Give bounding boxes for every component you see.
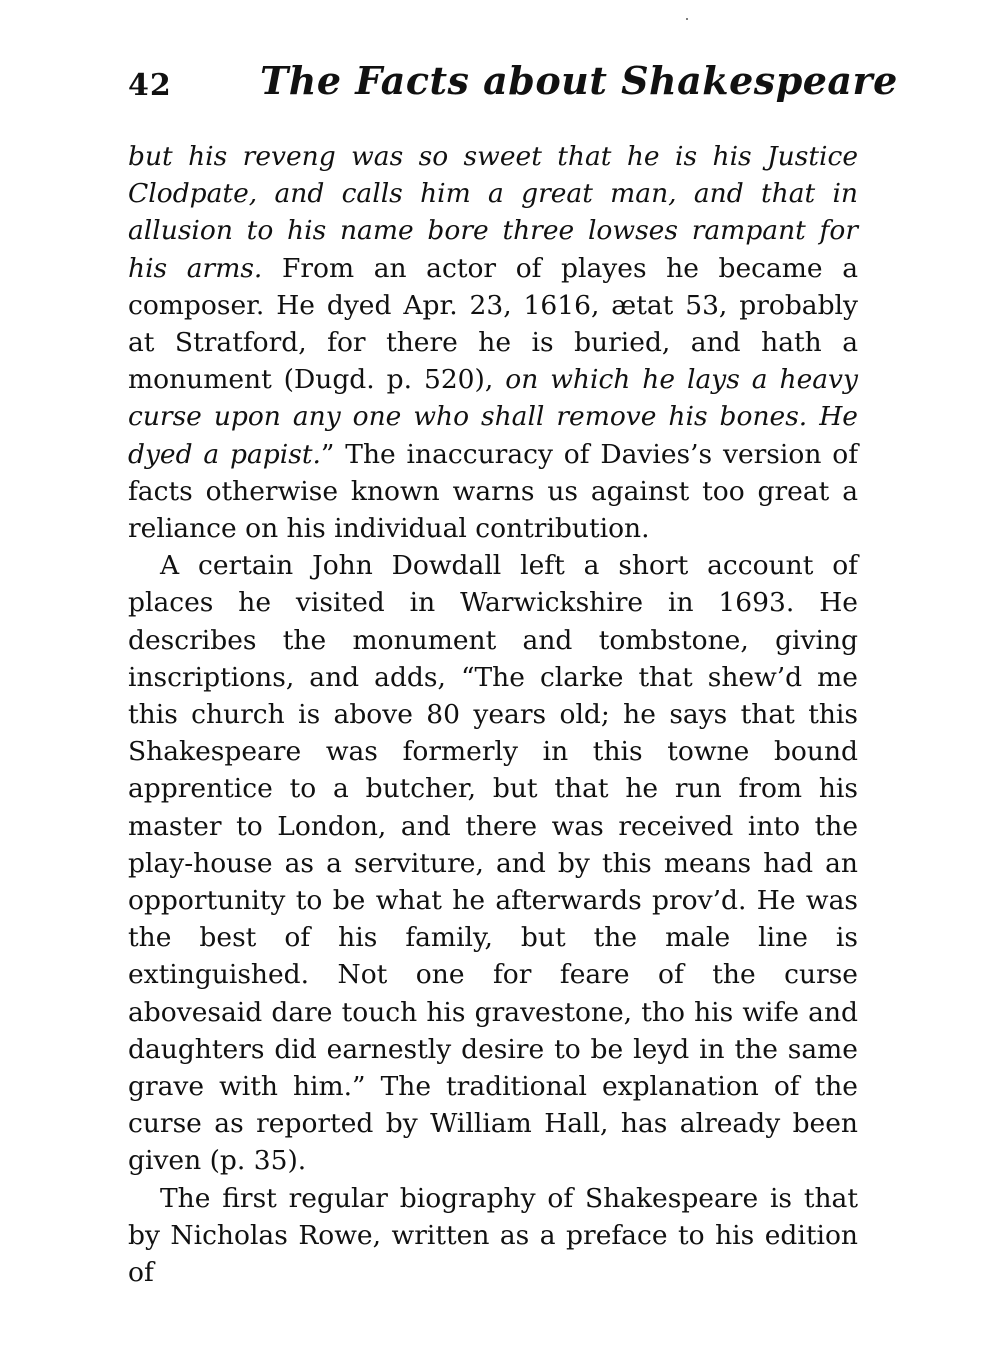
paper-speck	[686, 18, 688, 20]
quote-italic-segment: but his reveng was so sweet that he is his Justice Clodpate, and calls him a great man, and that in allusion to his name bore three lowses rampant for his arms.	[128, 141, 858, 284]
paragraph-text: The first regular biography of Shakespeare is that by Nicholas Rowe, written as a preface to his edition of	[128, 1182, 858, 1289]
body-text	[128, 138, 858, 1291]
quote-italic-segment: on which he lays a heavy curse upon any one who shall remove his bones. He dyed a papist.	[128, 364, 858, 470]
paragraph-continued	[128, 138, 858, 547]
paragraph-dowdall	[128, 547, 858, 1179]
quote-roman-segment: From an actor of playes he became a composer. He dyed Apr. 23, 1616, ætat 53, probably at Stratford, for there he is buried, and hath a monument (Dugd. p. 520),	[128, 252, 858, 396]
page-number: 42	[128, 68, 172, 103]
commentary-segment: ” The inaccuracy of Davies’s version of facts otherwise known warns us against too great a reliance on his individual contribution.	[128, 438, 858, 545]
running-title: The Facts about Shakespeare	[260, 58, 898, 103]
paragraph-text: A certain John Dowdall left a short account of places he visited in Warwickshire in 1693. He describes the monument and tombstone, giving inscriptions, and adds, “The clarke that shew’d me this church is above 80 years old; he says that this Shakespeare was formerly in this towne bound apprentice to a butcher, but that he run from his master to London, and there was received into the play-house as a serviture, and by this means had an opportunity to be what he afterwards prov’d. He was the best of his family, but the male line is extinguished. Not one for feare of the curse abovesaid dare touch his gravestone, tho his wife and daughters did earnestly desire to be leyd in the same grave with him.” The traditional explanation of the curse as reported by William Hall, has already been given (p. 35).	[128, 550, 858, 1177]
running-header	[128, 56, 898, 108]
paragraph-rowe	[128, 1180, 858, 1292]
